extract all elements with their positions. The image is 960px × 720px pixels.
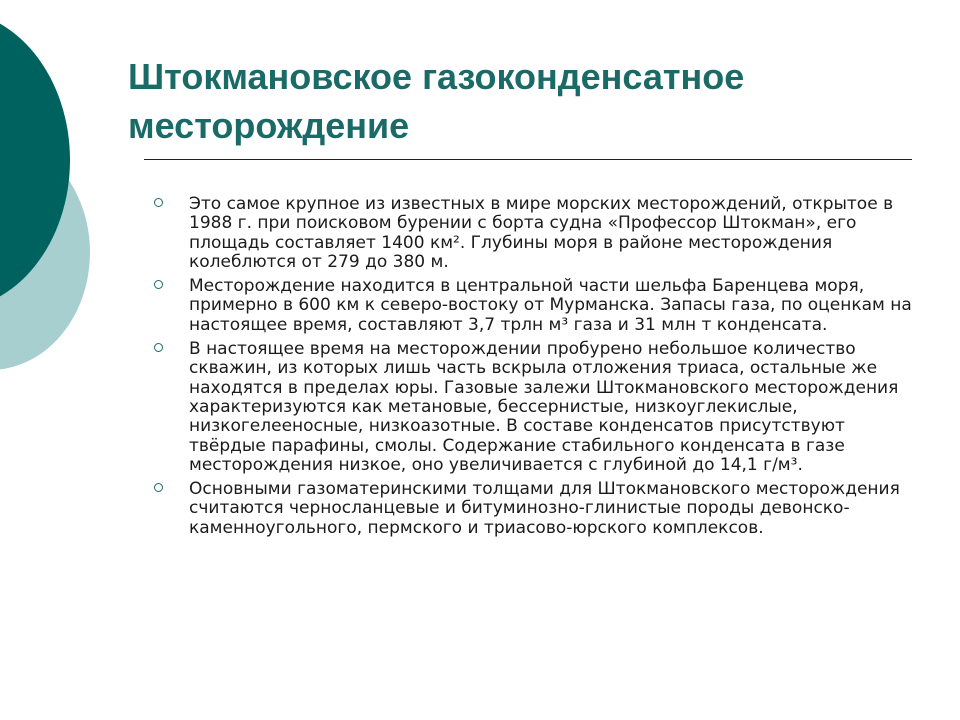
bullet-list xyxy=(152,195,912,543)
title-divider xyxy=(144,159,912,160)
circle-bullet-icon xyxy=(154,483,163,492)
bullet-item xyxy=(152,340,912,475)
circle-bullet-icon xyxy=(154,280,163,289)
slide-title: Штокмановское газоконденсатное месторождение xyxy=(128,56,745,146)
bullet-text: Основными газоматеринскими толщами для Штокмановского месторождения считаются черносланцевые и битуминозно-глинистые породы девонско-каменноугольного, пермского и триасово-юрского комплексов. xyxy=(189,479,900,538)
bullet-item xyxy=(152,195,912,272)
bullet-item xyxy=(152,277,912,335)
bullet-item xyxy=(152,480,912,538)
bullet-text: Это самое крупное из известных в мире морских месторождений, открытое в 1988 г. при поисковом бурении с борта судна «Профессор Штокман», его площадь составляет 1400 км². Глубины моря в районе месторождения колеблются от 279 до 380 м. xyxy=(189,194,894,272)
bullet-text: Месторождение находится в центральной части шельфа Баренцева моря, примерно в 600 км к северо-востоку от Мурманска. Запасы газа, по оценкам на настоящее время, составляют 3,7 трлн м³ газа и 31 млн т конденсата. xyxy=(189,276,912,335)
circle-bullet-icon xyxy=(154,343,163,352)
bullet-text: В настоящее время на месторождении пробурено небольшое количество скважин, из которых лишь часть вскрыла отложения триаса, остальные же находятся в пределах юры. Газовые залежи Штокмановского месторождения характеризуются как метановые, бессернистые, низкоуглекислые, низкогелееносные, низкоазотные. В составе конденсатов присутствуют твёрдые парафины, смолы. Содержание стабильного конденсата в газе месторождения низкое, оно увеличивается с глубиной до 14,1 г/м³. xyxy=(189,339,899,475)
circle-bullet-icon xyxy=(154,198,163,207)
